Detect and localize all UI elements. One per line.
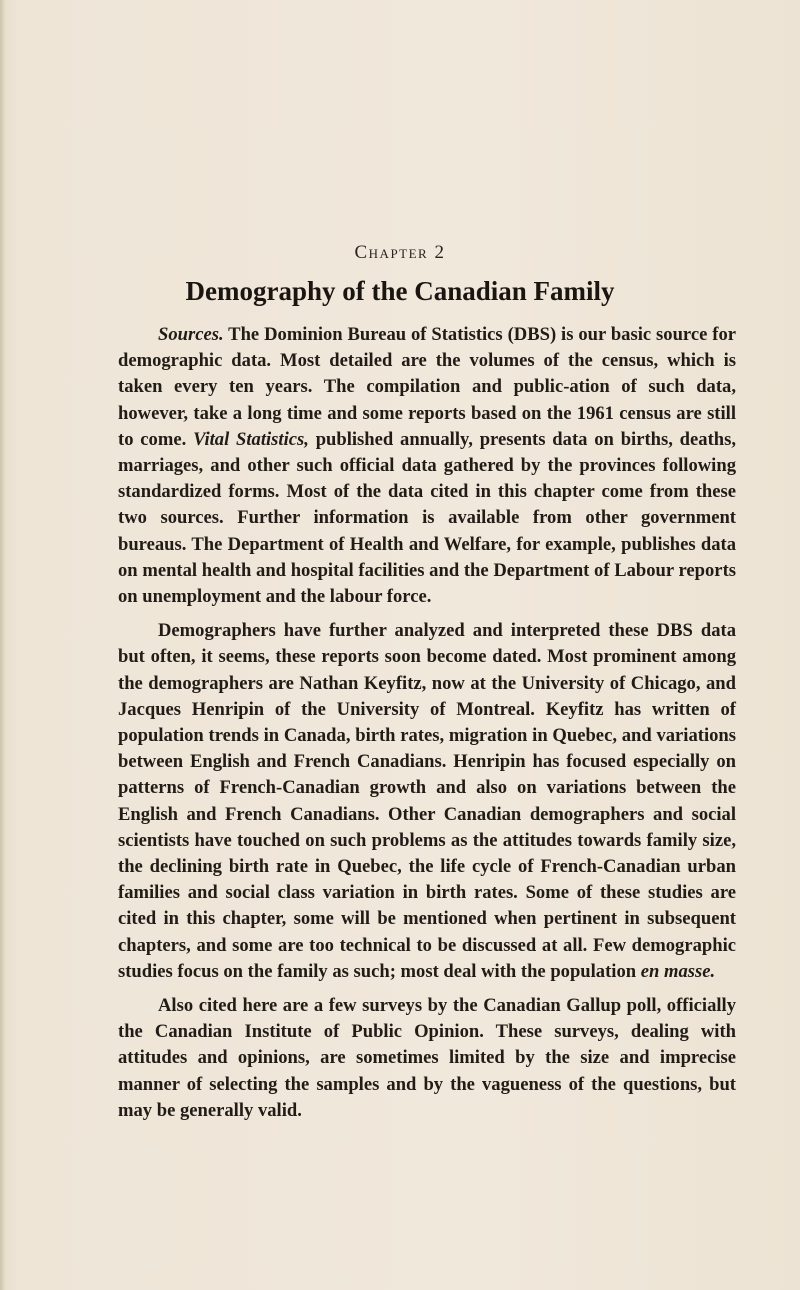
paragraph-text: published annually, presents data on births, deaths, marriages, and other such official data gathered by the provinces following standardized forms. Most of the data cited in this chapter come from these two sources. Further information is available from other government bureaus. The Department of Health and Welfare, for example, publishes data on mental health and hospital facilities and the Department of Labour reports on unemployment and the labour force. bbox=[118, 428, 736, 608]
chapter-body bbox=[118, 322, 736, 1132]
italic-title: Vital Statistics, bbox=[193, 428, 309, 450]
paragraph-lead: Sources. bbox=[158, 324, 224, 345]
page-binding-edge bbox=[0, 0, 5, 1290]
chapter-label: Chapter 2 bbox=[354, 242, 446, 263]
italic-phrase: en masse. bbox=[640, 960, 716, 982]
paragraph-text: The Dominion Bureau of Statistics (DBS) is our basic source for demographic data. Most detailed are the volumes of the census, which is taken every ten years. The compilation and public-ation of such data, however, take a long time and some reports based on the 1961 census are still to come. bbox=[118, 324, 736, 450]
paragraph-text: Demographers have further analyzed and interpreted these DBS data but often, it seems, these reports soon become dated. Most prominent among the demographers are Nathan Keyfitz, now at the University of Chicago, and Jacques Henripin of the University of Montreal. Keyfitz has written of population trends in Canada, birth rates, migration in Quebec, and variations between English and French Canadians. Henripin has focused especially on patterns of French-Canadian growth and also on variations between the English and French Canadians. Other Canadian demographers and social scientists have touched on such problems as the attitudes towards family size, the declining birth rate in Quebec, the life cycle of French-Canadian urban families and social class variation in birth rates. Some of these studies are cited in this chapter, some will be mentioned when pertinent in subsequent chapters, and some are too technical to be discussed at all. Few demographic studies focus on the family as such; most deal with the population bbox=[118, 620, 736, 982]
chapter-title: Demography of the Canadian Family bbox=[185, 276, 615, 306]
paragraph-text: Also cited here are a few surveys by the Canadian Gallup poll, officially the Canadian Institute of Public Opinion. These surveys, dealing with attitudes and opinions, are sometimes limited by the size and imprecise manner of selecting the samples and by the vagueness of the questions, but may be generally valid. bbox=[118, 995, 736, 1121]
paragraph-sources bbox=[118, 322, 736, 610]
paragraph-demographers bbox=[118, 618, 736, 985]
paragraph-gallup bbox=[118, 993, 736, 1124]
